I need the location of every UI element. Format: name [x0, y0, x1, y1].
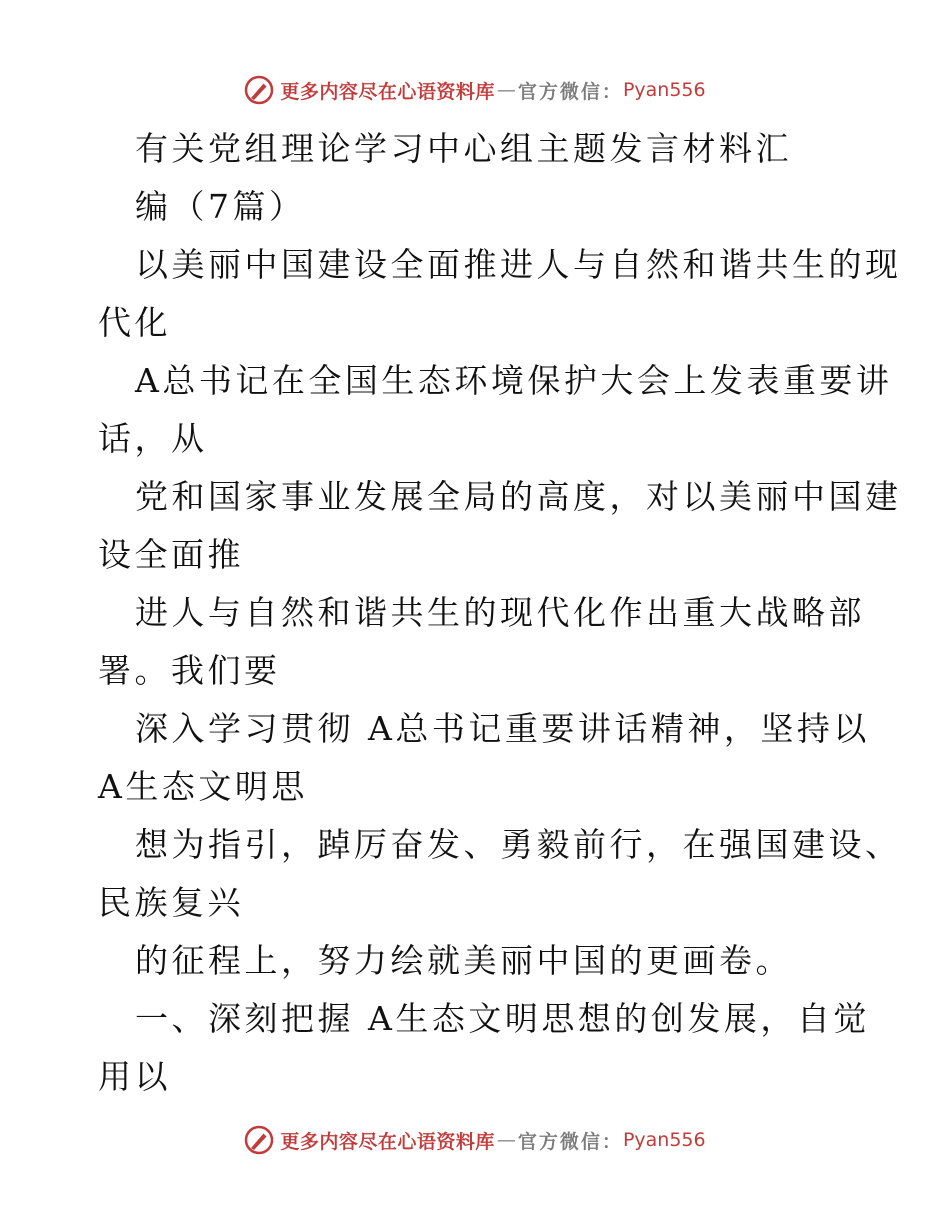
text-line: 编（7篇）	[135, 187, 306, 226]
text-line: 话，从	[98, 419, 208, 458]
text-line: 代化	[98, 303, 171, 342]
watermark-brand: 更多内容尽在心语资料库	[280, 80, 495, 103]
text-line: A总书记在全国生态环境保护大会上发表重要讲	[135, 361, 893, 400]
text-line: 有关党组理论学习中心组主题发言材料汇	[135, 129, 792, 168]
text-line: 进人与自然和谐共生的现代化作出重大战略部	[135, 593, 865, 632]
watermark-label: 官方微信：	[517, 1130, 623, 1153]
footer-watermark	[0, 1120, 950, 1160]
text-line: 民族复兴	[98, 883, 244, 922]
text-line: 的征程上，努力绘就美丽中国的更画卷。	[135, 941, 792, 980]
watermark-dash: —	[496, 79, 516, 101]
text-line: 党和国家事业发展全局的高度，对以美丽中国建	[135, 477, 902, 516]
text-line: 用以	[98, 1057, 171, 1096]
text-line: 以美丽中国建设全面推进人与自然和谐共生的现	[135, 245, 902, 284]
pen-logo-icon	[244, 1125, 274, 1155]
watermark-id: Pyan556	[622, 1129, 706, 1151]
watermark-id: Pyan556	[622, 79, 706, 101]
watermark-dash: —	[496, 1129, 516, 1151]
text-line: 设全面推	[98, 535, 244, 574]
watermark-label: 官方微信：	[517, 80, 623, 103]
pen-logo-icon	[244, 75, 274, 105]
text-line: 署。我们要	[98, 651, 281, 690]
text-line: 一、深刻把握 A生态文明思想的创发展，自觉	[135, 999, 870, 1038]
text-line: A生态文明思	[98, 767, 308, 806]
document-body	[98, 120, 902, 1106]
header-watermark	[0, 70, 950, 110]
watermark-brand: 更多内容尽在心语资料库	[280, 1130, 495, 1153]
text-line: 想为指引，踔厉奋发、勇毅前行，在强国建设、	[135, 825, 902, 864]
text-line: 深入学习贯彻 A总书记重要讲话精神，坚持以	[135, 709, 870, 748]
